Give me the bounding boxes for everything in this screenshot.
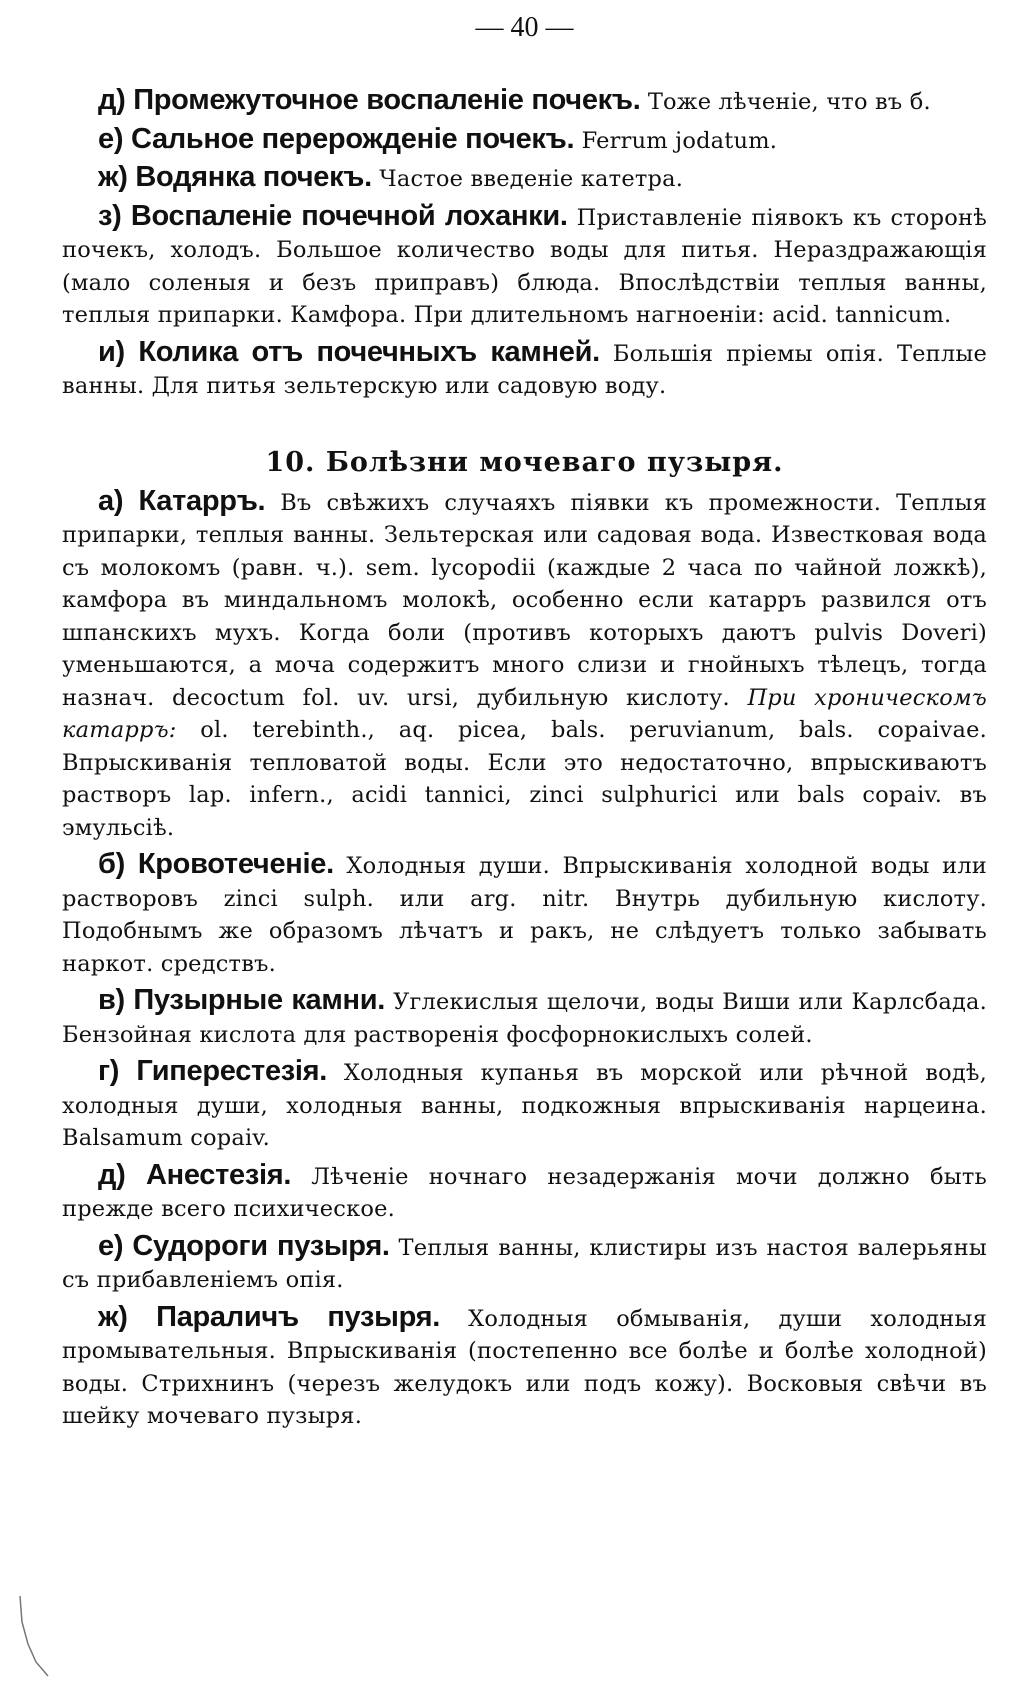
entry-text-continued: ol. terebinth., aq. picea, bals. peruvianum, bals. copaivae. Впрыскиванія тепловатой воды. Если это недостаточно, впрыскиваютъ растворъ lap. infern., acidi tannici, zinci sulphurici или bals copaiv. въ эмульсіѣ. xyxy=(62,717,987,841)
entry-text: Теплыя ванны, клистиры изъ настоя валерьяны съ прибавленіемъ опія. xyxy=(62,1234,987,1293)
entry-renal-colic xyxy=(62,336,987,403)
entry-text: Лѣченіе ночнаго незадержанія мочи должно быть прежде всего психическое. xyxy=(62,1163,987,1222)
entry-label: г) Гиперестезія. xyxy=(98,1055,328,1087)
entry-text: Холодныя обмыванія, души холодныя промывательныя. Впрыскиванія (постепенно все болѣе и болѣе холодной) воды. Стрихнинъ (черезъ желудокъ или подъ кожу). Восковыя свѣчи въ шейку мочеваго пузыря. xyxy=(62,1305,987,1429)
entry-bladder-spasms xyxy=(62,1230,987,1297)
entry-label: д) Анестезія. xyxy=(98,1158,292,1191)
entry-label: ж) Параличъ пузыря. xyxy=(98,1300,440,1333)
entry-text: Холодныя души. Впрыскиванія холодной воды или растворовъ zinci sulph. или arg. nitr. Внутрь дубильную кислоту. Подобнымъ же образомъ лѣчатъ и ракъ, не слѣдуетъ только забывать наркот. средствъ. xyxy=(62,853,988,977)
entry-text: Большія пріемы опія. Теплые ванны. Для питья зельтерскую или садовую воду. xyxy=(62,340,987,399)
entry-interstitial-nephritis xyxy=(62,84,987,119)
entry-label: ж) Водянка почекъ. xyxy=(98,161,372,193)
entry-label: а) Катарръ. xyxy=(98,484,266,517)
entry-text: Тоже лѣченіе, что въ б. xyxy=(640,89,931,115)
entry-label: е) Судороги пузыря. xyxy=(98,1229,390,1262)
entry-label: и) Колика отъ почечныхъ камней. xyxy=(98,335,600,368)
entry-hyperesthesia xyxy=(62,1055,987,1155)
entry-bladder-paralysis xyxy=(62,1301,987,1433)
entry-anesthesia xyxy=(62,1159,987,1226)
entry-label: в) Пузырные камни. xyxy=(98,984,386,1016)
entry-fatty-degeneration xyxy=(62,123,987,158)
entry-label: з) Воспаленіе почечной лоханки. xyxy=(98,199,568,232)
entry-catarrh xyxy=(62,485,987,845)
entry-hemorrhage xyxy=(62,848,987,980)
entry-pyelitis xyxy=(62,200,987,332)
entry-italic-text: При хроническомъ катарръ: xyxy=(62,684,987,743)
entry-text: Углекислыя щелочи, воды Виши или Карлсбада. Бензойная кислота для растворенія фосфорнокислыхъ солей. xyxy=(62,989,988,1048)
entry-text: Частое введеніе катетра. xyxy=(371,166,684,192)
entry-label: б) Кровотеченіе. xyxy=(98,848,334,880)
entry-text: Въ свѣжихъ случаяхъ піявки къ промежности. Теплыя припарки, теплыя ванны. Зельтерская или садовая вода. Известковая вода съ молокомъ (равн. ч.). sem. lycopodii (каждые 2 часа по чайной ложкѣ), камфора въ миндальномъ молокѣ, особенно если катарръ развился отъ шпанскихъ мухъ. Когда боли (противъ которыхъ даютъ pulvis Doveri) уменьшаются, а моча содержитъ много слизи и гнойныхъ тѣлецъ, тогда назнач. decoctum fol. uv. ursi, дубильную кислоту. xyxy=(62,489,987,711)
entry-text: Приставленіе піявокъ къ сторонѣ почекъ, холодъ. Большое количество воды для питья. Нераздражающія (мало соленыя и безъ приправъ) блюда. Впослѣдствіи теплыя ванны, теплыя припарки. Камфора. При длительномъ нагноеніи: acid. tannicum. xyxy=(62,204,987,328)
entry-text: Ferrum jodatum. xyxy=(574,127,778,154)
page-number: — 40 — xyxy=(475,12,574,43)
page-corner-mark xyxy=(14,1592,74,1682)
entry-text: Холодныя купанья въ морской или рѣчной водѣ, холодныя души, холодныя ванны, подкожныя впрыскиванія нарцеина. Balsamum copaiv. xyxy=(62,1060,987,1151)
entry-label: д) Промежуточное воспаленіе почекъ. xyxy=(98,84,641,116)
entry-label: е) Сальное перерожденіе почекъ. xyxy=(98,122,575,155)
section-heading: 10. Болѣзни мочеваго пузыря. xyxy=(265,446,784,478)
entry-bladder-stones xyxy=(62,984,987,1051)
entry-hydronephrosis xyxy=(62,161,987,196)
